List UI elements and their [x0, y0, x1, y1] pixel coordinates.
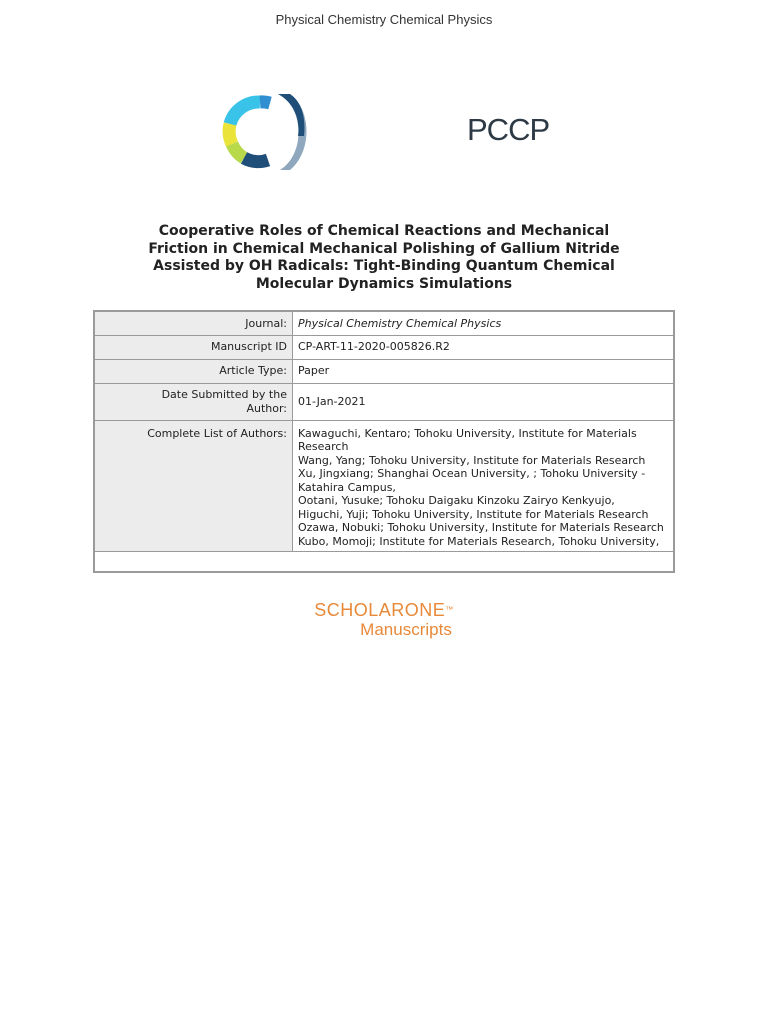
empty-cell [94, 552, 674, 573]
author-entry: Higuchi, Yuji; Tohoku University, Institute for Materials Research [298, 507, 649, 521]
date-submitted-value: 01-Jan-2021 [293, 383, 675, 420]
author-entry: Kubo, Momoji; Institute for Materials Research, Tohoku University, [298, 534, 660, 548]
trademark-symbol: ™ [445, 605, 454, 614]
table-row [94, 420, 674, 552]
author-entry: Ootani, Yusuke; Tohoku Daigaku Kinzoku Zairyo Kenkyujo, [298, 494, 615, 507]
pccp-logo: PCCP [467, 112, 550, 147]
author-entry: Kawaguchi, Kentaro; Tohoku University, Institute for Materials Research [298, 426, 637, 453]
author-entry: Ozawa, Nobuki; Tohoku University, Institute for Materials Research [298, 521, 664, 534]
scholarone-logo [0, 600, 768, 640]
manuscript-id-value: CP-ART-11-2020-005826.R2 [293, 335, 675, 359]
manuscript-id-label: Manuscript ID [94, 335, 293, 359]
author-entry: Wang, Yang; Tohoku University, Institute for Materials Research [298, 453, 646, 467]
table-row [94, 311, 674, 335]
author-entry: Xu, Jingxiang; Shanghai Ocean University, ; Tohoku University - Katahira Campus, [298, 467, 646, 494]
table-row [94, 359, 674, 383]
table-row-empty [94, 552, 674, 573]
article-type-value: Paper [293, 359, 675, 383]
authors-label: Complete List of Authors: [94, 420, 293, 552]
table-row [94, 383, 674, 420]
rsc-c-logo-icon [208, 88, 308, 174]
manuscripts-word: Manuscripts [360, 620, 452, 639]
journal-value: Physical Chemistry Chemical Physics [293, 311, 675, 335]
article-type-label: Article Type: [94, 359, 293, 383]
manuscript-metadata-table [93, 310, 675, 573]
authors-list [293, 420, 675, 552]
journal-label: Journal: [94, 311, 293, 335]
scholarone-word: SCHOLARONE [314, 600, 446, 620]
journal-header: Physical Chemistry Chemical Physics [275, 12, 493, 27]
table-row [94, 335, 674, 359]
manuscript-title: Cooperative Roles of Chemical Reactions and Mechanical Friction in Chemical Mechanical Polishing of Gallium Nitride Assisted by OH Radicals: Tight-Binding Quantum Chemical Molecular Dynamics Simulations [148, 223, 620, 292]
date-submitted-label: Date Submitted by the Author: [94, 383, 293, 420]
